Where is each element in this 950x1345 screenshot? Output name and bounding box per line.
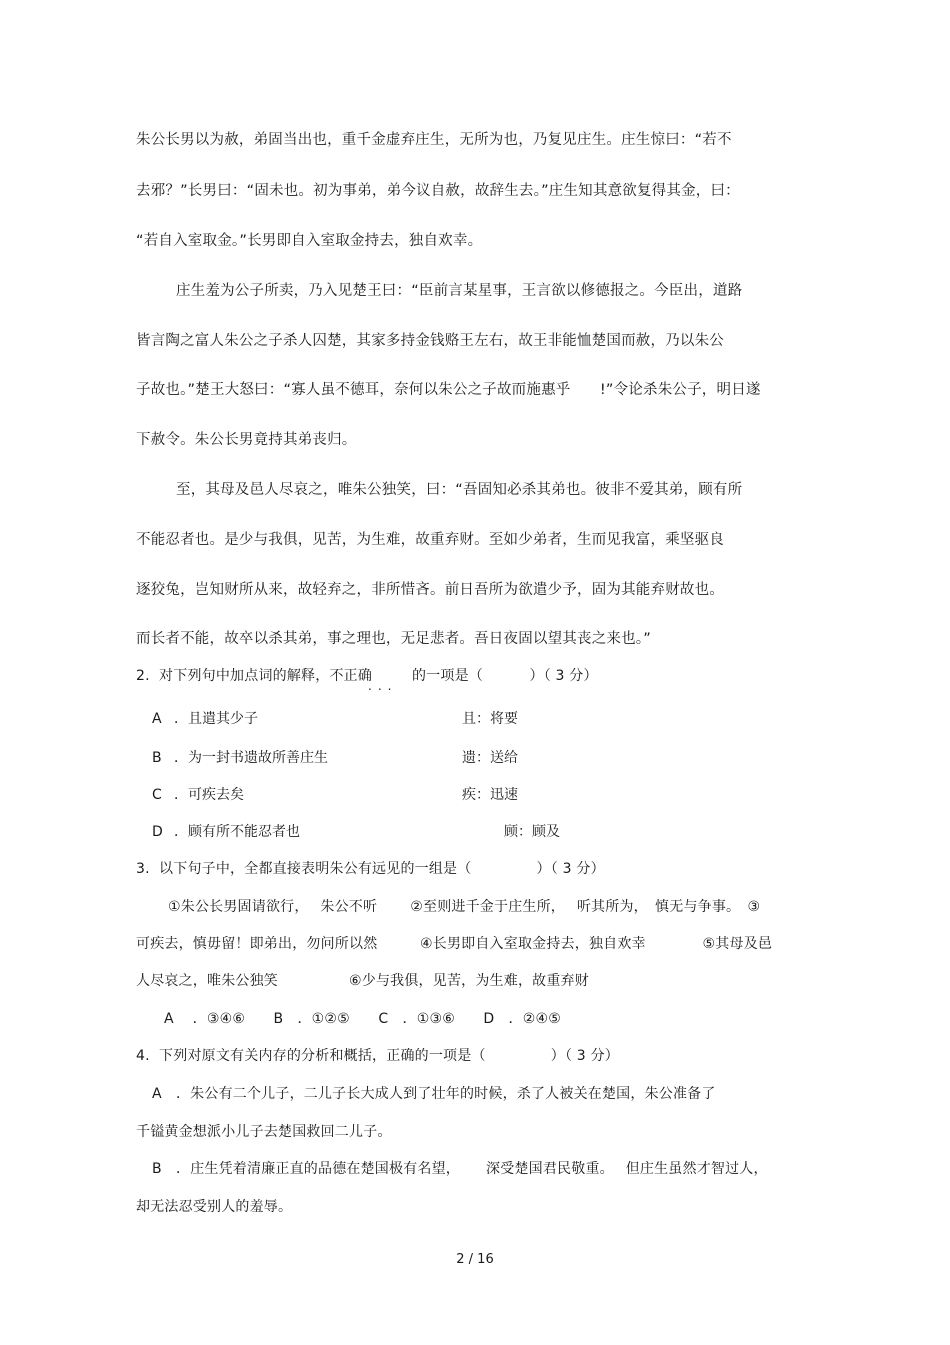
option-gloss: 遗：送给: [462, 750, 518, 766]
page-number: 2 / 16: [456, 1252, 494, 1267]
question-4-option-b-cont: 却无法忍受别人的羞辱。: [136, 1199, 293, 1215]
passage-line: 皆言陶之富人朱公之子杀人囚楚，其家多持金钱赂王左右，故王非能恤楚国而赦，乃以朱公: [136, 333, 724, 349]
option-letter: C: [152, 787, 162, 803]
option-gloss: 且：将要: [462, 711, 518, 727]
option-text: ．且遣其少子: [174, 711, 258, 727]
passage-line: 逐狡兔，岂知财所从来，故轻弃之，非所惜吝。前日吾所为欲遣少予，固为其能弃财故也。: [136, 582, 724, 598]
question-3-choices[interactable]: A ．③④⑥ B ．①②⑤ C ．①③⑥ D ．②④⑤: [164, 1011, 561, 1027]
passage-line: “若自入室取金。”长男即自入室取金持去，独自欢幸。: [136, 233, 483, 249]
question-4-option-b[interactable]: B ．庄生凭着清廉正直的品德在楚国极有名望， 深受楚国君民敬重。 但庄生虽然才智过人，: [152, 1161, 768, 1177]
question-2-stem: 2. 对下列句中加点词的解释，不正确: [136, 668, 373, 684]
question-3-item-line: 可疾去，慎毋留！即弟出，勿问所以然 ④长男即自入室取金持去，独自欢幸 ⑤其母及邑: [136, 936, 773, 952]
option-letter: B: [152, 750, 162, 766]
passage-line: 庄生羞为公子所卖，乃入见楚王曰：“臣前言某星事，王言欲以修德报之。今臣出，道路: [176, 283, 743, 299]
question-4-stem: 4. 下列对原文有关内存的分析和概括，正确的一项是（ ）（ 3 分）: [136, 1048, 619, 1064]
question-4-option-a-cont: 千镒黄金想派小儿子去楚国救回二儿子。: [136, 1124, 392, 1140]
passage-line: 至，其母及邑人尽哀之，唯朱公独笑，曰：“吾固知必杀其弟也。彼非不爱其弟，顾有所: [176, 482, 743, 498]
option-gloss: 疾：迅速: [462, 787, 518, 803]
emphasis-dots: ...: [368, 679, 398, 693]
question-3-stem: 3. 以下句子中，全都直接表明朱公有远见的一组是（ ）（ 3 分）: [136, 861, 605, 877]
question-3-item-line: 人尽哀之，唯朱公独笑 ⑥少与我俱，见苦，为生难，故重弃财: [136, 973, 589, 989]
option-text: ．为一封书遗故所善庄生: [174, 750, 328, 766]
passage-line: 不能忍者也。是少与我俱，见苦，为生难，故重弃财。至如少弟者，生而见我富，乘坚驱良: [136, 532, 724, 548]
option-text: ．可疾去矣: [174, 787, 244, 803]
question-2-stem-tail: 的一项是（ ）（ 3 分）: [412, 668, 598, 684]
question-3-item-line: ①朱公长男固请欲行， 朱公不听 ②至则进千金于庄生所， 听其所为， 慎无与争事。 ③: [168, 899, 761, 915]
option-letter: D: [152, 824, 163, 840]
question-4-option-a[interactable]: A ．朱公有二个儿子，二儿子长大成人到了壮年的时候，杀了人被关在楚国，朱公准备了: [152, 1086, 716, 1102]
passage-line: 而长者不能，故卒以杀其弟，事之理也，无足悲者。吾日夜固以望其丧之来也。”: [136, 631, 651, 647]
option-text: ．顾有所不能忍者也: [174, 824, 300, 840]
option-gloss: 顾：顾及: [504, 824, 560, 840]
passage-line: 去邪？”长男曰：“固未也。初为事弟，弟今议自赦，故辞生去。”庄生知其意欲复得其金，曰：: [136, 183, 740, 199]
passage-line: 朱公长男以为赦，弟固当出也，重千金虚弃庄生，无所为也，乃复见庄生。庄生惊曰：“若不: [136, 132, 732, 148]
passage-line: 下赦令。朱公长男竟持其弟丧归。: [136, 432, 357, 448]
passage-line: 子故也。”楚王大怒曰：“寡人虽不德耳，奈何以朱公之子故而施惠乎 !”令论杀朱公子，明日遂: [136, 382, 761, 398]
option-letter: A: [152, 711, 162, 727]
